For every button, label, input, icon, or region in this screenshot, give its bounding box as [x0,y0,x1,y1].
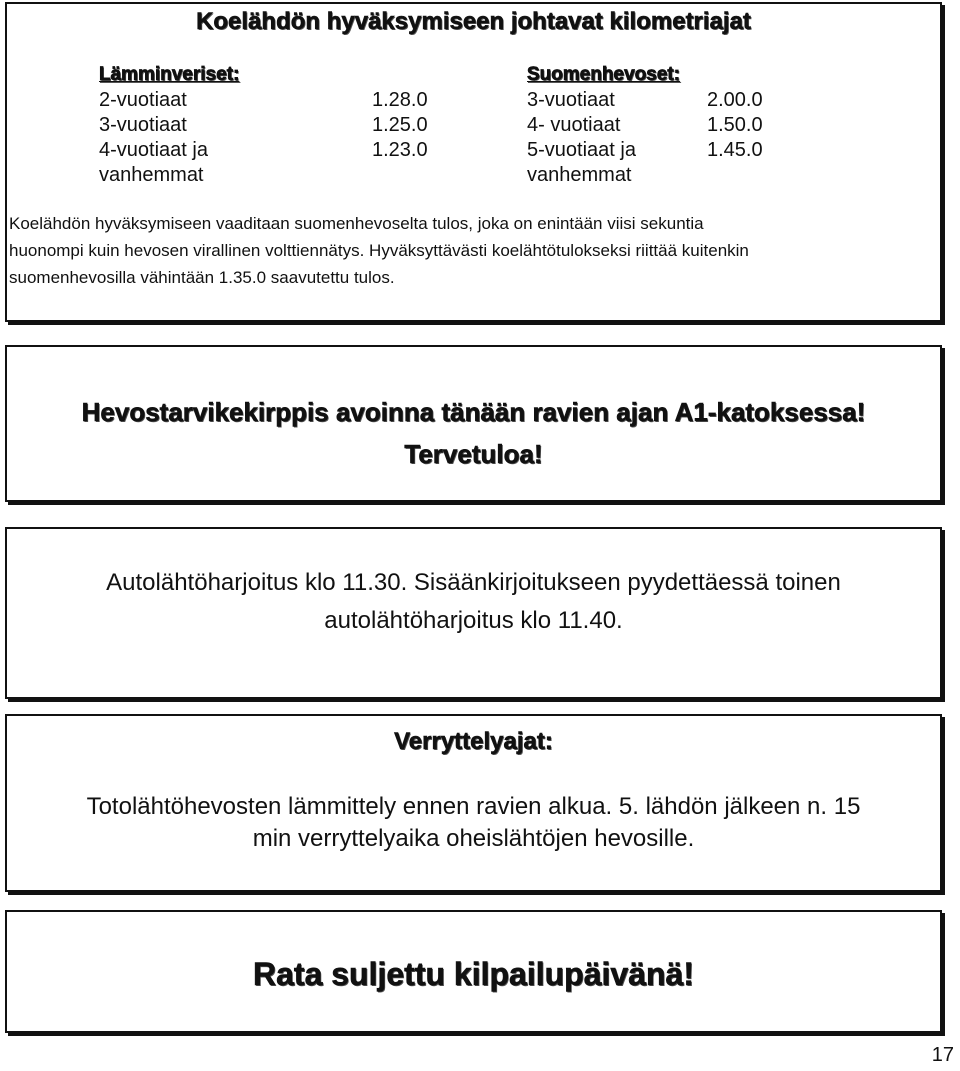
warmblood-time: 1.28.0 [372,89,428,111]
warmblood-age: 3-vuotiaat [99,114,187,136]
flea-market-line: Hevostarvikekirppis avoinna tänään ravien ajan A1-katoksessa! [81,397,866,427]
finnhorse-age: 4- vuotiaat [527,114,621,136]
requirements-box [5,2,942,322]
warmblood-age: 2-vuotiaat [99,89,187,111]
warmup-title: Verryttelyajat: [394,728,553,755]
practice-box [5,527,942,699]
practice-line: autolähtöharjoitus klo 11.40. [324,607,623,634]
flea-market-box [5,345,942,502]
closed-notice-title: Rata suljettu kilpailupäivänä! [253,956,694,992]
finnhorse-time: 2.00.0 [707,89,763,111]
requirements-paragraph-line: huonompi kuin hevosen virallinen volttiennätys. Hyväksyttävästi koelähtötulokseksi riittää kuitenkin [9,241,749,260]
page-number: 17 [931,1044,954,1066]
finnhorse-age: vanhemmat [527,164,632,186]
finnhorse-time: 1.45.0 [707,139,763,161]
warmblood-time: 1.25.0 [372,114,428,136]
requirements-paragraph-line: suomenhevosilla vähintään 1.35.0 saavutettu tulos. [9,268,395,287]
warmblood-age: vanhemmat [99,164,204,186]
warmup-line: Totolähtöhevosten lämmittely ennen ravien alkua. 5. lähdön jälkeen n. 15 [86,793,861,820]
flea-market-line: Tervetuloa! [404,439,543,469]
requirements-title: Koelähdön hyväksymiseen johtavat kilometriajat [196,8,751,35]
finnhorse-time: 1.50.0 [707,114,763,136]
closed-notice-box [5,910,942,1033]
warmup-box [5,714,942,892]
finnhorse-heading: Suomenhevoset: [527,64,681,85]
warmblood-age: 4-vuotiaat ja [99,139,208,161]
warmblood-time: 1.23.0 [372,139,428,161]
finnhorse-age: 5-vuotiaat ja [527,139,636,161]
warmup-line: min verryttelyaika oheislähtöjen hevosille. [252,825,695,852]
finnhorse-age: 3-vuotiaat [527,89,615,111]
practice-line: Autolähtöharjoitus klo 11.30. Sisäänkirjoitukseen pyydettäessä toinen [106,569,841,596]
requirements-paragraph-line: Koelähdön hyväksymiseen vaaditaan suomenhevoselta tulos, joka on enintään viisi sekuntia [9,214,704,233]
warmblood-heading: Lämminveriset: [99,64,240,85]
